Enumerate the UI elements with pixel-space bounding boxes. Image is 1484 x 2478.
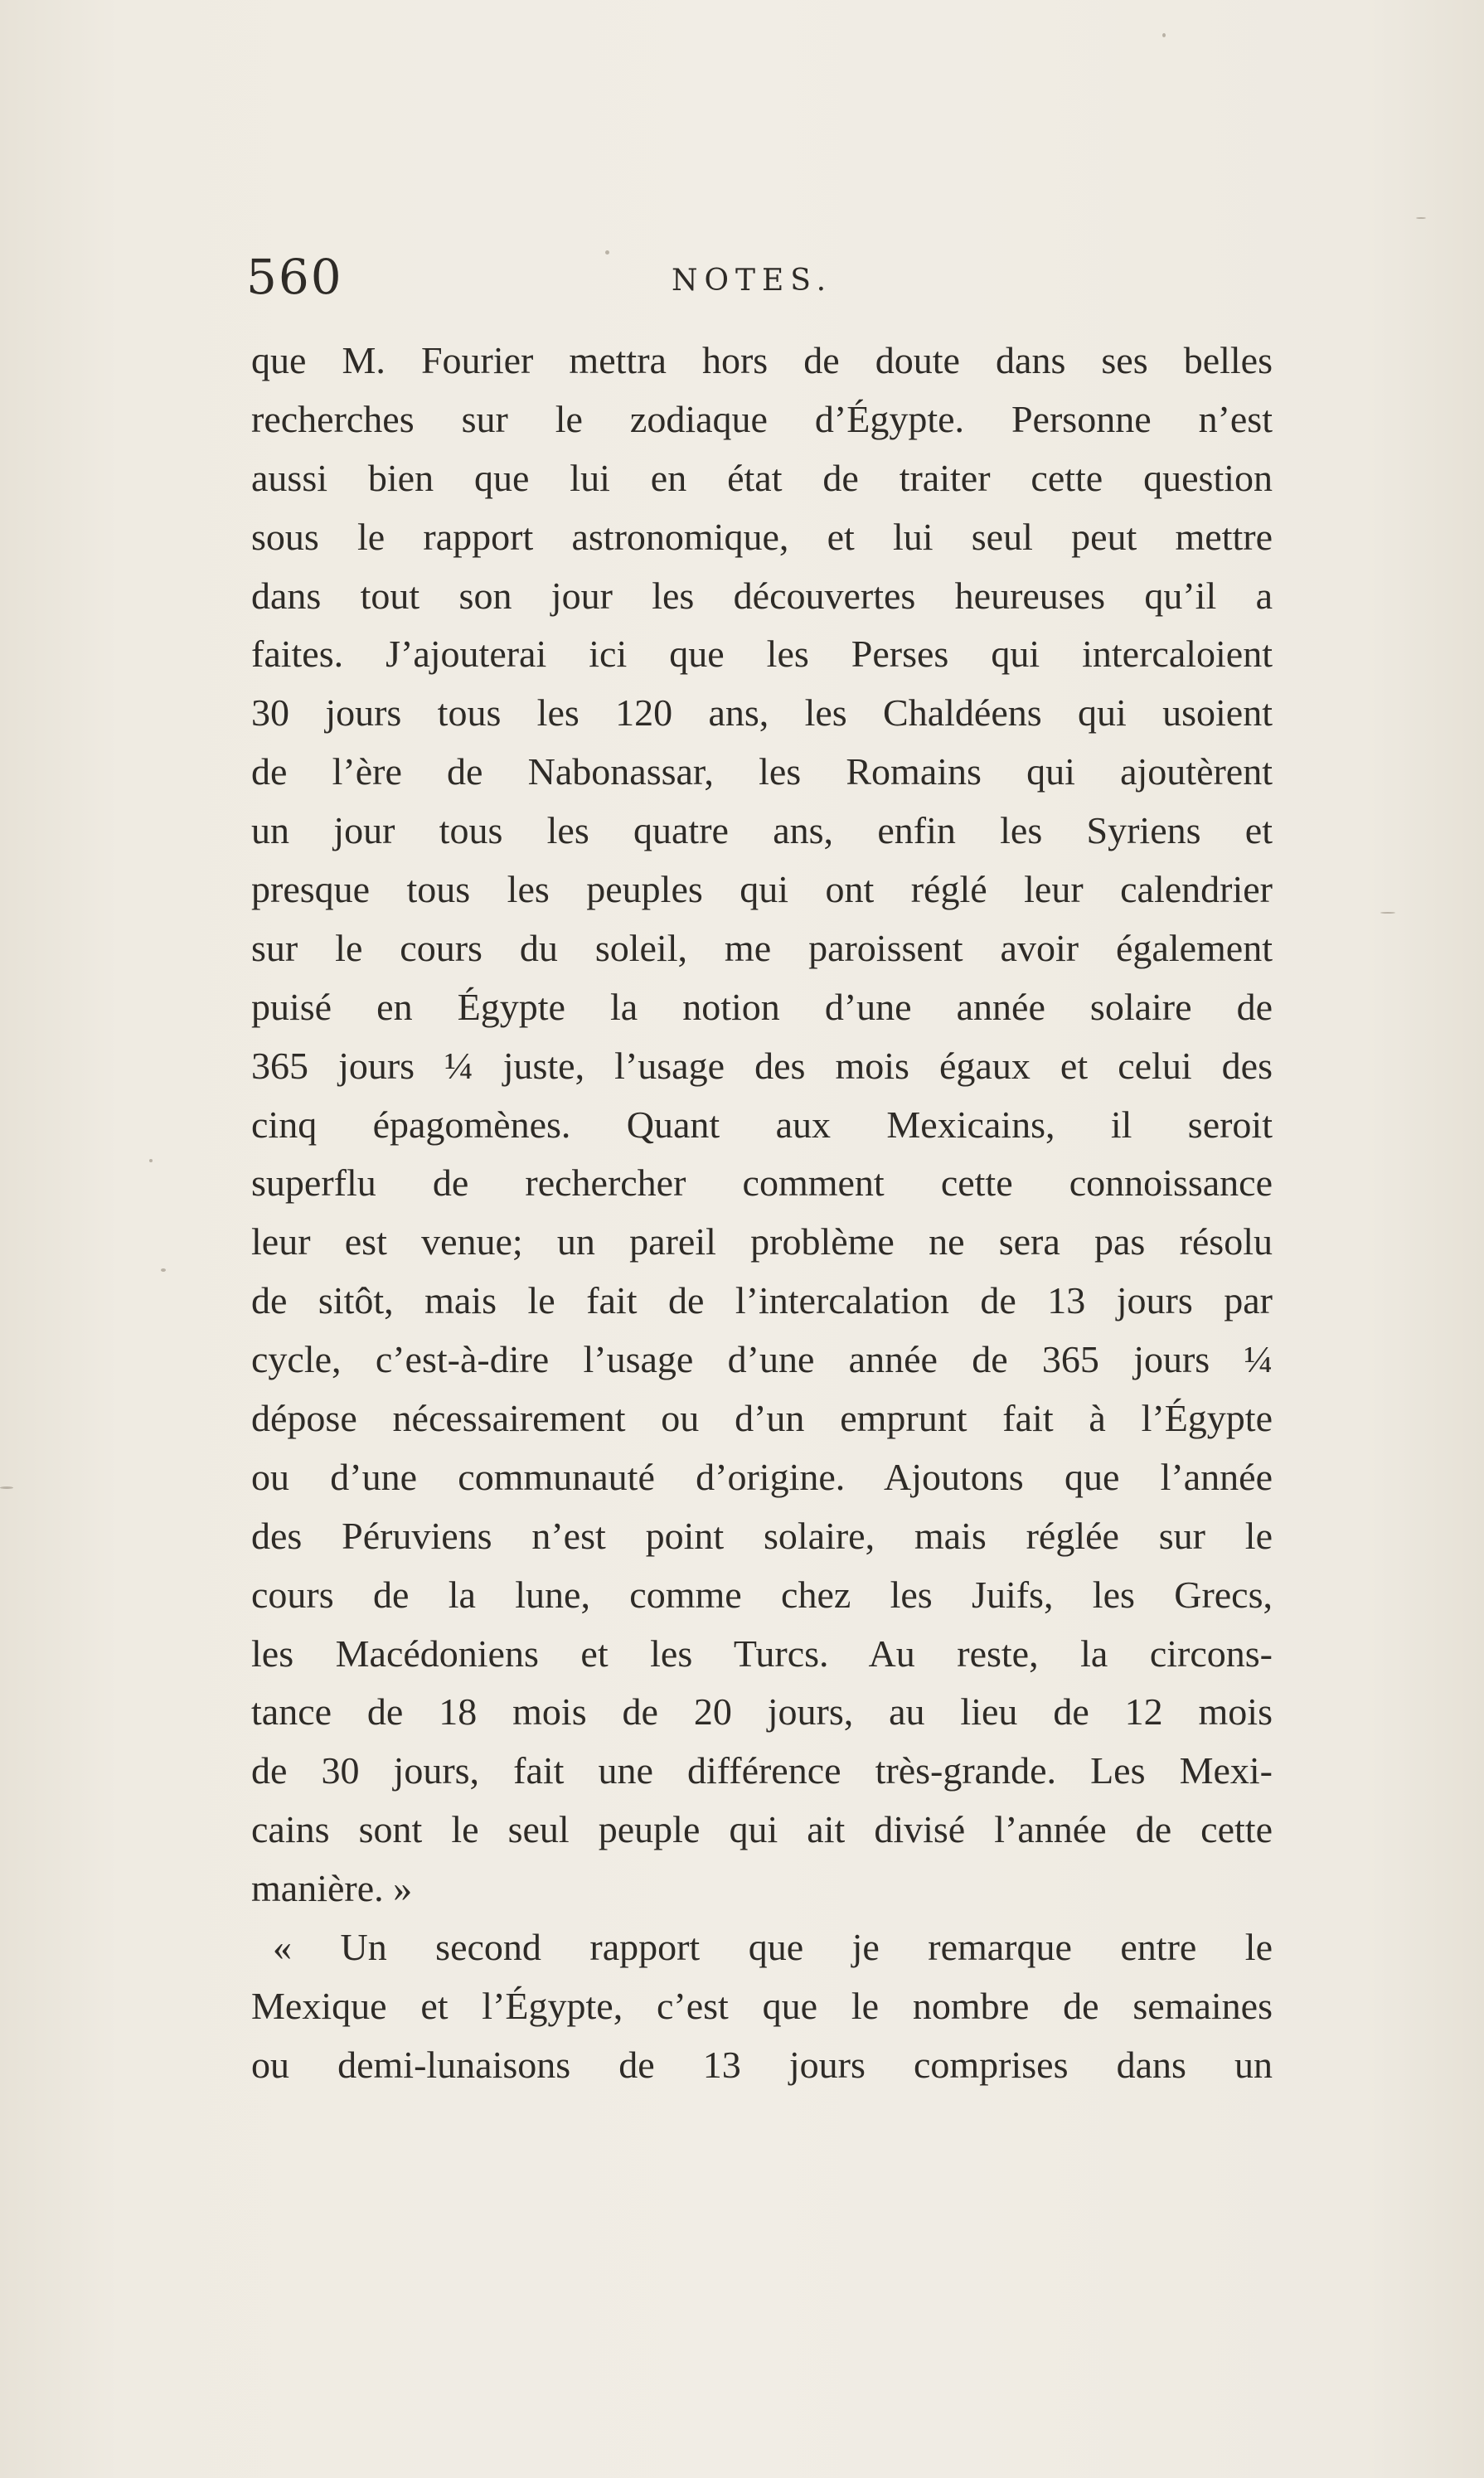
text-line: presque tous les peuples qui ont réglé leur calendrier — [251, 868, 1273, 911]
paper-speck — [149, 1159, 153, 1162]
text-line: manière. » — [251, 1867, 413, 1910]
page-header — [246, 249, 1274, 315]
text-line: sur le cours du soleil, me paroissent avoir également — [251, 926, 1273, 969]
paper-speck — [1416, 217, 1426, 219]
text-line: que M. Fourier mettra hors de doute dans ses belles — [251, 339, 1273, 381]
paper-speck — [605, 250, 609, 255]
text-line: cains sont le seul peuple qui ait divisé l’année de cette — [251, 1808, 1273, 1851]
text-line: recherches sur le zodiaque d’Égypte. Personne n’est — [251, 397, 1273, 440]
paper-speck — [161, 1268, 166, 1272]
text-line: de sitôt, mais le fait de l’intercalation de 13 jours par — [251, 1279, 1273, 1322]
text-line: cycle, c’est-à-dire l’usage d’une année de 365 jours ¼ — [251, 1338, 1273, 1381]
text-line: dépose nécessairement ou d’un emprunt fait à l’Égypte — [251, 1397, 1273, 1440]
text-line: cours de la lune, comme chez les Juifs, les Grecs, — [251, 1573, 1273, 1616]
text-line: des Péruviens n’est point solaire, mais réglée sur le — [251, 1514, 1273, 1557]
text-line: puisé en Égypte la notion d’une année solaire de — [251, 985, 1273, 1028]
text-line: de l’ère de Nabonassar, les Romains qui ajoutèrent — [251, 750, 1273, 793]
text-line: cinq épagomènes. Quant aux Mexicains, il seroit — [251, 1103, 1273, 1146]
text-line: faites. J’ajouterai ici que les Perses qui intercaloient — [251, 633, 1273, 676]
page-number: 560 — [246, 249, 343, 305]
text-line: ou demi-lunaisons de 13 jours comprises dans un — [251, 2043, 1273, 2086]
paper-speck — [0, 1486, 13, 1489]
text-line: un jour tous les quatre ans, enfin les Syriens et — [251, 809, 1273, 852]
running-head: NOTES. — [672, 264, 833, 298]
text-line: leur est venue; un pareil problème ne sera pas résolu — [251, 1220, 1273, 1263]
text-line: Mexique et l’Égypte, c’est que le nombre de semaines — [251, 1984, 1273, 2027]
text-line: dans tout son jour les découvertes heureuses qu’il a — [251, 574, 1273, 617]
text-line: 30 jours tous les 120 ans, les Chaldéens qui usoient — [251, 691, 1273, 735]
paper-speck — [1162, 33, 1166, 37]
text-line: 365 jours ¼ juste, l’usage des mois égaux et celui des — [251, 1044, 1273, 1087]
text-line: « Un second rapport que je remarque entre le — [273, 1926, 1273, 1969]
text-line: aussi bien que lui en état de traiter cette question — [251, 456, 1273, 499]
paper-speck — [1380, 912, 1395, 914]
text-line: de 30 jours, fait une différence très-grande. Les Mexi- — [251, 1749, 1273, 1792]
text-line: les Macédoniens et les Turcs. Au reste, la circons- — [251, 1632, 1273, 1675]
text-line: ou d’une communauté d’origine. Ajoutons que l’année — [251, 1455, 1273, 1498]
text-line: sous le rapport astronomique, et lui seul peut mettre — [251, 515, 1273, 558]
text-line: tance de 18 mois de 20 jours, au lieu de 12 mois — [251, 1690, 1273, 1734]
text-line: superflu de rechercher comment cette connoissance — [251, 1161, 1273, 1205]
body-text — [251, 332, 1273, 2095]
